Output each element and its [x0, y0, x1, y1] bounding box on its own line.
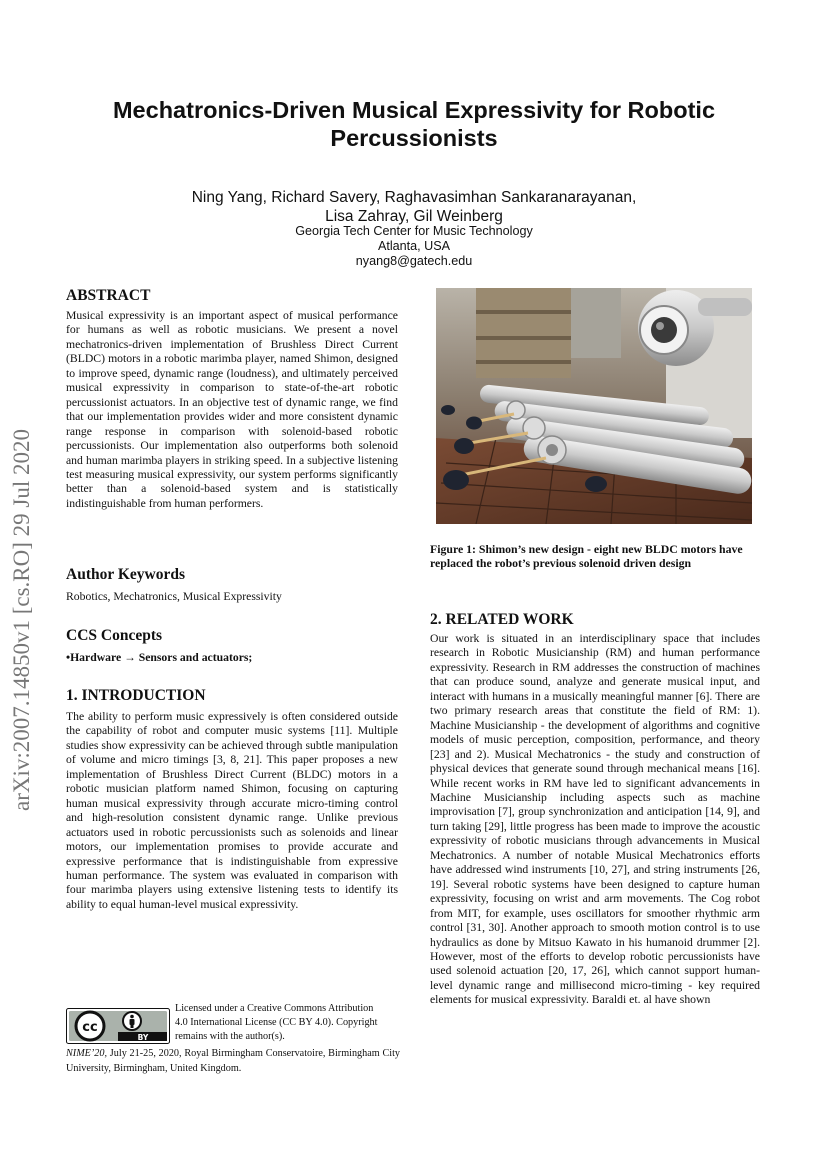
- authors-line-1: Ning Yang, Richard Savery, Raghavasimhan Sankaranarayanan,: [191, 189, 637, 206]
- author-list: [60, 188, 768, 226]
- cc-by-label: BY: [137, 1033, 149, 1042]
- cc-by-license-badge: [66, 1008, 170, 1044]
- affiliation-block: [60, 224, 768, 269]
- introduction-heading: 1. INTRODUCTION: [66, 687, 206, 704]
- figure-1-caption: Figure 1: Shimon’s new design - eight new BLDC motors have replaced the robot’s previous solenoid driven design: [430, 542, 743, 571]
- location: Atlanta, USA: [377, 239, 451, 253]
- keywords-text: Robotics, Mechatronics, Musical Expressivity: [66, 590, 282, 603]
- figure-1-photo-shimon-marimba: [436, 288, 752, 524]
- related-work-heading: 2. RELATED WORK: [430, 611, 574, 628]
- conference-details: July 21-25, 2020, Royal Birmingham Conservatoire, Birmingham City University, Birmingham, United Kingdom.: [66, 1048, 400, 1074]
- authors-line-2: Lisa Zahray, Gil Weinberg: [325, 208, 503, 225]
- affiliation: Georgia Tech Center for Music Technology: [295, 224, 533, 238]
- conference-notice: [66, 1047, 400, 1076]
- paper-title: Mechatronics-Driven Musical Expressivity for Robotic Percussionists: [112, 97, 716, 151]
- cc-badge-text: cc: [82, 1020, 98, 1035]
- license-line-3: remains with the author(s).: [175, 1031, 285, 1042]
- license-line-2: 4.0 International License (CC BY 4.0). Copyright: [175, 1017, 378, 1028]
- ccs-text: •Hardware → Sensors and actuators;: [66, 651, 253, 664]
- robot-marimba-illustration: [436, 288, 752, 524]
- related-work-text: Our work is situated in an interdisciplinary space that includes research in Robotic Musicianship (RM) and human performance expressivity. Research in RM addresses the construction of machines that can produce sound, analyze and generate musical input, and interact with humans in a musically meaningful manner [6]. There are two primary research areas that constitute the field of RM: 1). Machine Musicianship - the development of algorithms and cognitive models of music perception, composition, performance, and theory [23] and 2). Musical Mechatronics - the study and construction of physical devices that generate sound through mechanical means [16]. While recent works in RM have led to significant advancements in Machine Musicianship including aspects such as machine improvisation [7], group synchronization and anticipation [14, 9], and turn taking [29], little progress has been made to improve the acoustic expressivity of robotic musicians through advancements in Musical Mechatronics. A number of notable Musical Mechatronics efforts have addressed wind instruments [10, 27], and string instruments [26, 19]. Several robotic systems have been designed to capture human expressivity, focusing on wrist and arm movements. The Cog robot from MIT, for example, uses oscillators for smoother rhythmic arm control [31, 30]. Another approach to smooth motion control is to use hydraulics as done by Mitsuo Kawato in his humanoid drummer [2]. However, most of the efforts to develop robotic percussionists have used solenoid actuation [20, 17, 26], which cannot support human-level dynamic range and millisecond micro-timing - key required elements for musical expressivity. Baraldi et. al have shown: [430, 632, 760, 1007]
- keywords-heading: Author Keywords: [66, 566, 185, 583]
- email: nyang8@gatech.edu: [355, 254, 473, 268]
- abstract-heading: ABSTRACT: [66, 287, 151, 304]
- arxiv-stamp: arXiv:2007.14850v1 [cs.RO] 29 Jul 2020: [9, 428, 34, 812]
- conference-name: NIME’20,: [66, 1048, 108, 1059]
- abstract-text: Musical expressivity is an important aspect of musical performance for humans as well as robotic musicians. We present a novel mechatronics-driven implementation of Brushless Direct Current (BLDC) motors in a robotic marimba player, named Shimon, designed to improve speed, dynamic range (loudness), and ultimately perceived musical expressivity in comparison to state-of-the-art robotic percussionist actuators. In an objective test of dynamic range, we find that our implementation provides wider and more consistent dynamic range response in comparison with solenoid-based robotic percussionists. Our implementation also outperforms both solenoid and human marimba players in striking speed. In a subjective listening test measuring musical expressivity, our system performs significantly better than a solenoid-based system and is statistically indistinguishable from human performers.: [66, 309, 398, 510]
- ccs-heading: CCS Concepts: [66, 627, 163, 644]
- license-notice: [175, 1002, 400, 1044]
- license-line-1: Licensed under a Creative Commons Attribution: [175, 1003, 374, 1014]
- introduction-text: The ability to perform music expressively is often considered outside the capability of robot and computer music systems [11]. Multiple studies show expressivity can be achieved through subtle manipulation of volume and micro timings [3, 8, 21]. This paper proposes a new implementation of Brushless Direct Current (BLDC) motors in a robotic musician platform named Shimon, focusing on capturing human musical expressivity through accurate micro-timing control and high-resolution consistent dynamic range. Unlike previous actuators used in robotic percussionists such as solenoids and linear motors, our implementation promises to provide accurate and expressive performance that is indistinguishable from expressive human performance. The system was evaluated in comparison with four marimba players using extensive listening tests to identify its ability to equal human-level musical expressivity.: [66, 710, 398, 911]
